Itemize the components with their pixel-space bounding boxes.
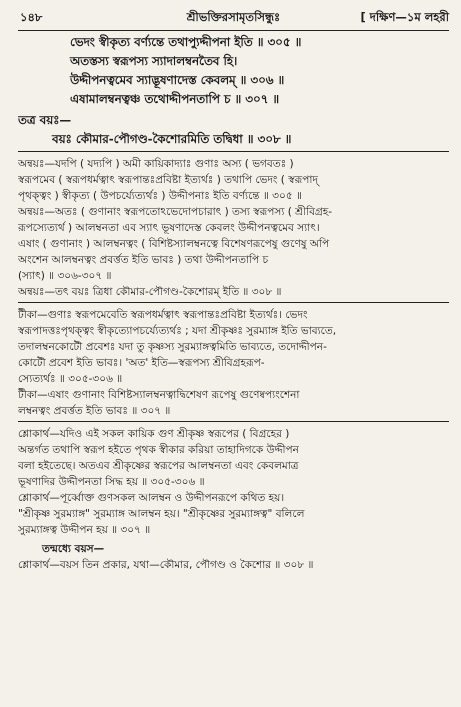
anvaya-305 (18, 156, 449, 204)
verse-divider (18, 151, 449, 152)
verse-line: অতস্তস্য স্বরূপস্য স্যাদালম্বনতৈব হি। (70, 54, 238, 68)
shlokartha-307 (18, 490, 449, 538)
anvaya-line: স্বরূপমেব ( স্বরূপধর্মত্বাৎ স্বরূপান্তঃপ্রবিষ্টা ইত্যর্থঃ ) তথাপি ভেদং ( স্বরূপাদ্ (18, 174, 318, 186)
anvaya-line: রূপস্যেত্যর্থ ) আলম্বনতা এব স্যাৎ ভূষণাদেস্ত কেবলং উদ্দীপনত্বমেব স্যাৎ। (18, 222, 320, 234)
shlokartha-line: সুরম্যাঙ্গত্ব উদ্দীপন হয় ॥ ৩০৭ ॥ (18, 524, 151, 536)
anvaya-line: অন্বয়ঃ—যদপি ( যদ্যপি ) অমী কায়িকাদ্যাঃ গুণাঃ অস্য ( ভগবতঃ ) (18, 158, 294, 170)
shlokartha-line: ভূষণাদির উদ্দীপনতা সিদ্ধ হয় ॥ ৩০৫-৩০৬ ॥ (18, 476, 205, 488)
tatra-label: তত্র বয়ঃ— (18, 113, 72, 127)
tanmadhye-label: তন্মধ্যে বয়স— (42, 543, 105, 555)
verse-line: ভেদং স্বীকৃত্য বর্ণ্যন্তে তথাপ্যুদ্দীপনা ইতি ॥ ৩০৫ ॥ (70, 35, 302, 49)
tika-line: টীকা—গুণাঃ স্বরূপমেবেতি স্বরূপধর্মত্বাৎ স্বরূপান্তঃপ্রবিষ্টা ইত্যর্থঃ। ভেদং (18, 309, 308, 321)
anvaya-line: এষাং ( গুণানাং ) আলম্বনত্বং ( বিশিষ্টস্যালম্বনত্বে বিশেষণরূপেষু গুণেষু অপি (18, 238, 330, 250)
shlokartha-308: শ্লোকার্থ—বয়স তিন প্রকার, যথা—কৌমার, পৌগণ্ড ও কৈশোর ॥ ৩০৮ ॥ (18, 559, 314, 571)
tika-line: কোটৌ প্রবেশ ইতি ভাবঃ। 'অত' ইতি—স্বরূপস্য শ্রীবিগ্রহরূপ- (18, 357, 265, 369)
shlokartha-line: শ্লোকার্থ—যদিও এই সকল কায়িক গুণ শ্রীকৃষ্ণ স্বরূপের ( বিগ্রহের ) (18, 428, 290, 440)
anvaya-308: অন্বয়ঃ—তৎ বয়ঃ ত্রিধা কৌমার-পৌগণ্ড-কৈশোরম্ ইতি ॥ ৩০৮ ॥ (18, 286, 282, 298)
shlokartha-line: অন্তর্গত তথাপি স্বরূপ হইতে পৃথক স্বীকার করিয়া তাহাদিগকে উদ্দীপন (18, 444, 299, 456)
tika-307 (18, 387, 449, 419)
vayah-verse: বয়ঃ কৌমার-পৌগণ্ড-কৈশোরমিতি তদ্বিধা ॥ ৩০৮ ॥ (52, 132, 292, 146)
book-title: শ্রীভক্তিরসামৃতসিন্ধুঃ (186, 10, 281, 24)
anvaya-line: অংশেন আলম্বনত্বং প্রবর্ত্তত ইতি ভাবঃ ) তথা উদ্দীপনতাপি চ (18, 254, 269, 266)
tika-line: লম্বনত্বং প্রবর্ত্তত ইতি ভাবঃ ॥ ৩০৭ ॥ (18, 405, 171, 417)
anvaya-line: পৃথক্ত্বং ) স্বীকৃত্য ( উপচর্য্যেত্যর্থঃ ) উদ্দীপনাঃ ইতি বর্ণ্যন্তে ॥ ৩০৫ ॥ (18, 190, 302, 202)
tika-line: তদালম্বনকোটৌ প্রবেশঃ যদা তু কৃষ্ণস্য সুরম্যাঙ্গত্বমিতি ভাব্যতে, তদোদ্দীপন- (18, 341, 327, 353)
page-number: ১৪৮ (20, 10, 43, 24)
anvaya-line: (স্যাৎ) ॥ ৩০৬-৩০৭ ॥ (18, 270, 112, 282)
page-header (18, 0, 449, 28)
shlokartha-line: শ্লোকার্থ—পূর্ব্বোক্ত গুণসকল আলম্বন ও উদ্দীপনরূপে কথিত হয়। (18, 492, 285, 504)
verse-line: উদ্দীপনত্বমেব স্যাদ্ভূষণাদেস্ত কেবলম্ ॥ ৩০৬ ॥ (70, 73, 285, 87)
anvaya-306-307 (18, 204, 449, 284)
tika-line: টীকা—এষাং গুণানাং বিশিষ্টস্যালম্বনত্বাদ্বিশেষণ রূপেষু গুণেষ্বপ্যংশেনা (18, 389, 300, 401)
tika-line: স্যেত্যর্থঃ ॥ ৩০৫-৩০৬ ॥ (18, 373, 123, 385)
tika-305-306 (18, 307, 449, 387)
shlokartha-line: "শ্রীকৃষ্ণ সুরম্যাঙ্গ" সুরম্যাঙ্গ আলম্বন হয়। "শ্রীকৃষ্ণের সুরম্যাঙ্গত্ব" বলিলে (18, 508, 305, 520)
anvaya-divider (18, 302, 449, 303)
tika-line: স্বরূপাদত্তঃপৃথক্ত্বং স্বীকৃত্যোপচর্য্যেত্যর্থঃ ; যদা শ্রীকৃষ্ণঃ সুরম্যাঙ্গ ইতি ভাব্যতে, (18, 325, 337, 337)
shlokartha-305-306 (18, 426, 449, 490)
section-label: [ দক্ষিণ—১ম লহরী (360, 10, 449, 24)
verse-line: এষামালম্বনত্বঞ্চ তথোদ্দীপনতাপি চ ॥ ৩০৭ ॥ (70, 92, 280, 106)
anvaya-line: অন্বয়ঃ—অতঃ ( গুণানাং স্বরূপতোঽভেদোপচারাৎ ) তস্য স্বরূপস্য ( শ্রীবিগ্রহ- (18, 206, 333, 218)
header-divider (18, 30, 449, 31)
verse-block (18, 33, 449, 109)
shlokartha-line: বলা হইতেছে। অতএব শ্রীকৃষ্ণের স্বরূপের আলম্বনতা এবং কেবলমাত্র (18, 460, 299, 472)
tika-divider (18, 421, 449, 422)
